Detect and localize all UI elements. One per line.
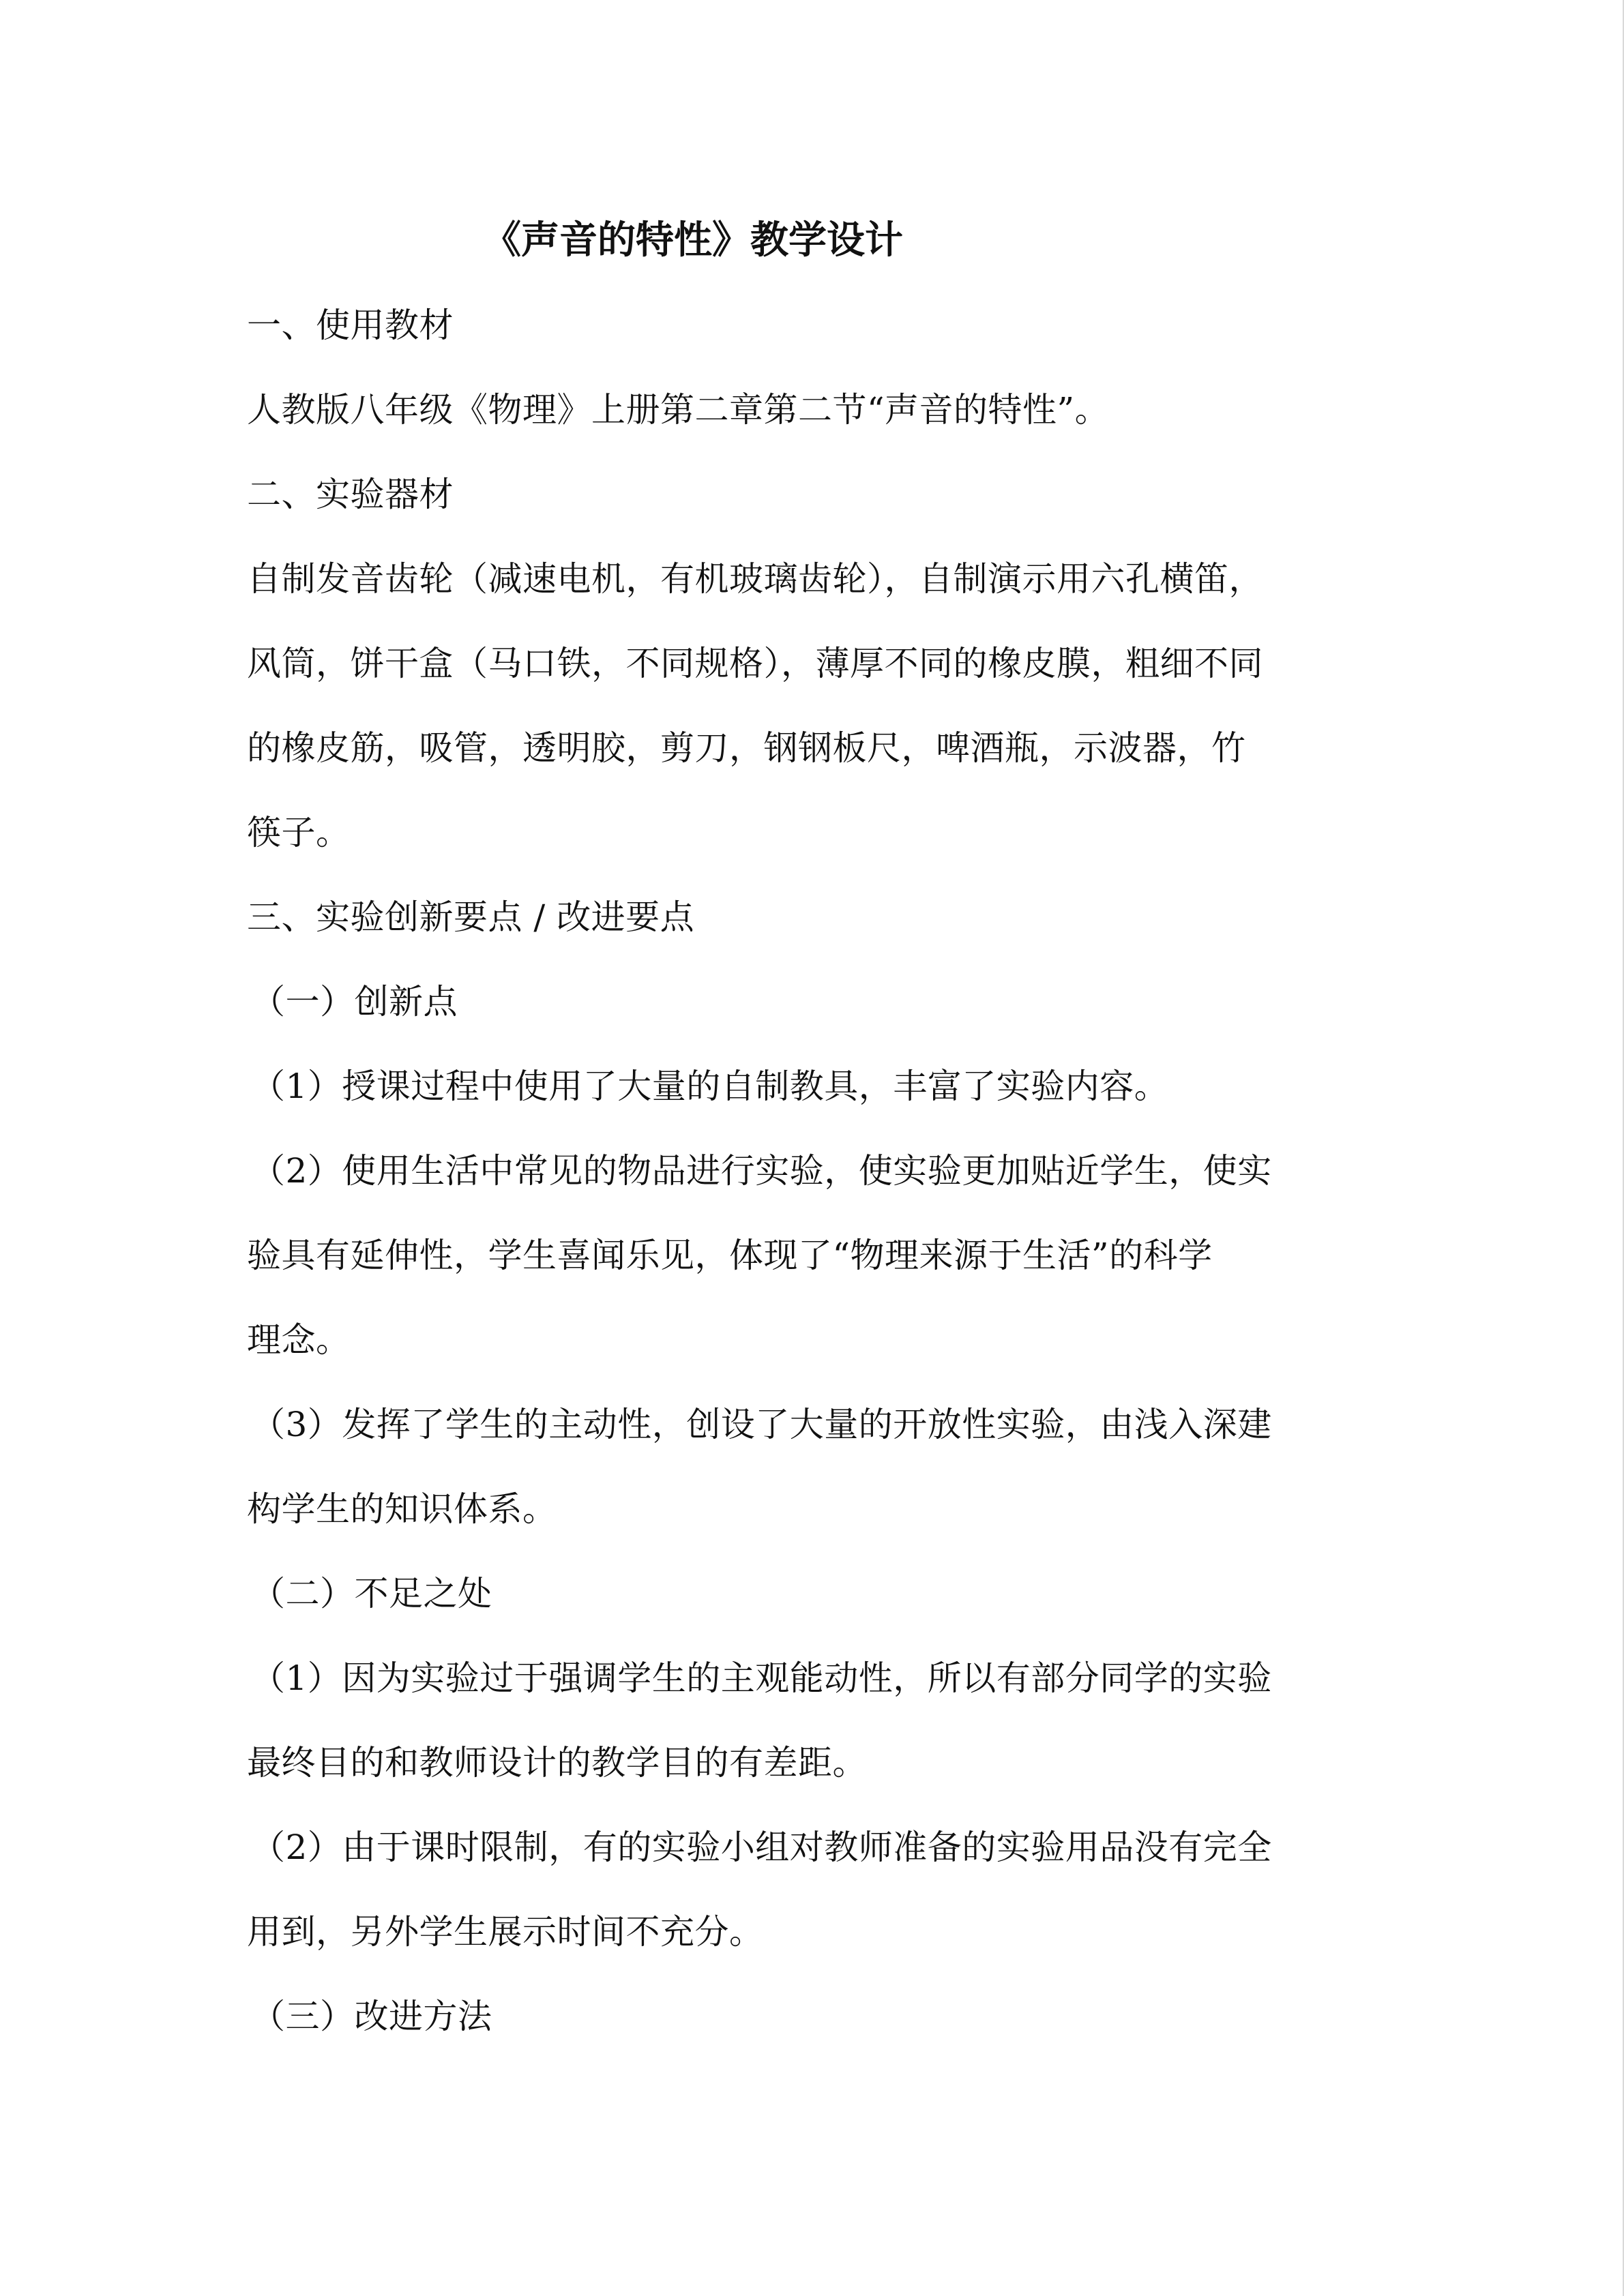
document-title: 《声音的特性》教学设计: [483, 218, 903, 263]
list-item-shortcoming-2-line-1: （2）由于课时限制，有的实验小组对教师准备的实验用品没有完全: [251, 1828, 1272, 1867]
list-item-innovation-2-line-3: 理念。: [247, 1320, 351, 1360]
subheading-shortcomings: （二）不足之处: [251, 1574, 492, 1613]
section-heading-equipment: 二、实验器材: [247, 475, 454, 514]
list-item-innovation-2-line-1: （2）使用生活中常见的物品进行实验，使实验更加贴近学生，使实: [251, 1151, 1272, 1191]
subheading-improvement-methods: （三）改进方法: [251, 1997, 492, 2036]
paragraph-equipment-line-2: 风筒，饼干盒（马口铁，不同规格），薄厚不同的橡皮膜，粗细不同: [247, 644, 1263, 683]
list-item-innovation-2-line-2: 验具有延伸性，学生喜闻乐见，体现了“物理来源于生活”的科学: [247, 1236, 1213, 1275]
subheading-innovation-points: （一）创新点: [251, 982, 458, 1022]
list-item-innovation-3-line-1: （3）发挥了学生的主动性，创设了大量的开放性实验，由浅入深建: [251, 1405, 1272, 1444]
section-heading-innovation: 三、实验创新要点 / 改进要点: [247, 897, 695, 937]
list-item-shortcoming-2-line-2: 用到，另外学生展示时间不充分。: [247, 1912, 764, 1952]
list-item-innovation-3-line-2: 构学生的知识体系。: [247, 1489, 557, 1529]
paragraph-equipment-line-3: 的橡皮筋，吸管，透明胶，剪刀，钢钢板尺，啤酒瓶，示波器，竹: [247, 728, 1246, 768]
paragraph-equipment-line-4: 筷子。: [247, 813, 351, 852]
paragraph-textbook: 人教版八年级《物理》上册第二章第二节“声音的特性”。: [247, 390, 1110, 430]
list-item-shortcoming-1-line-2: 最终目的和教师设计的教学目的有差距。: [247, 1743, 867, 1783]
section-heading-materials-used: 一、使用教材: [247, 305, 454, 345]
paragraph-equipment-line-1: 自制发音齿轮（减速电机，有机玻璃齿轮），自制演示用六孔横笛，: [247, 559, 1263, 599]
list-item-innovation-1: （1）授课过程中使用了大量的自制教具，丰富了实验内容。: [251, 1067, 1169, 1106]
list-item-shortcoming-1-line-1: （1）因为实验过于强调学生的主观能动性，所以有部分同学的实验: [251, 1658, 1272, 1698]
